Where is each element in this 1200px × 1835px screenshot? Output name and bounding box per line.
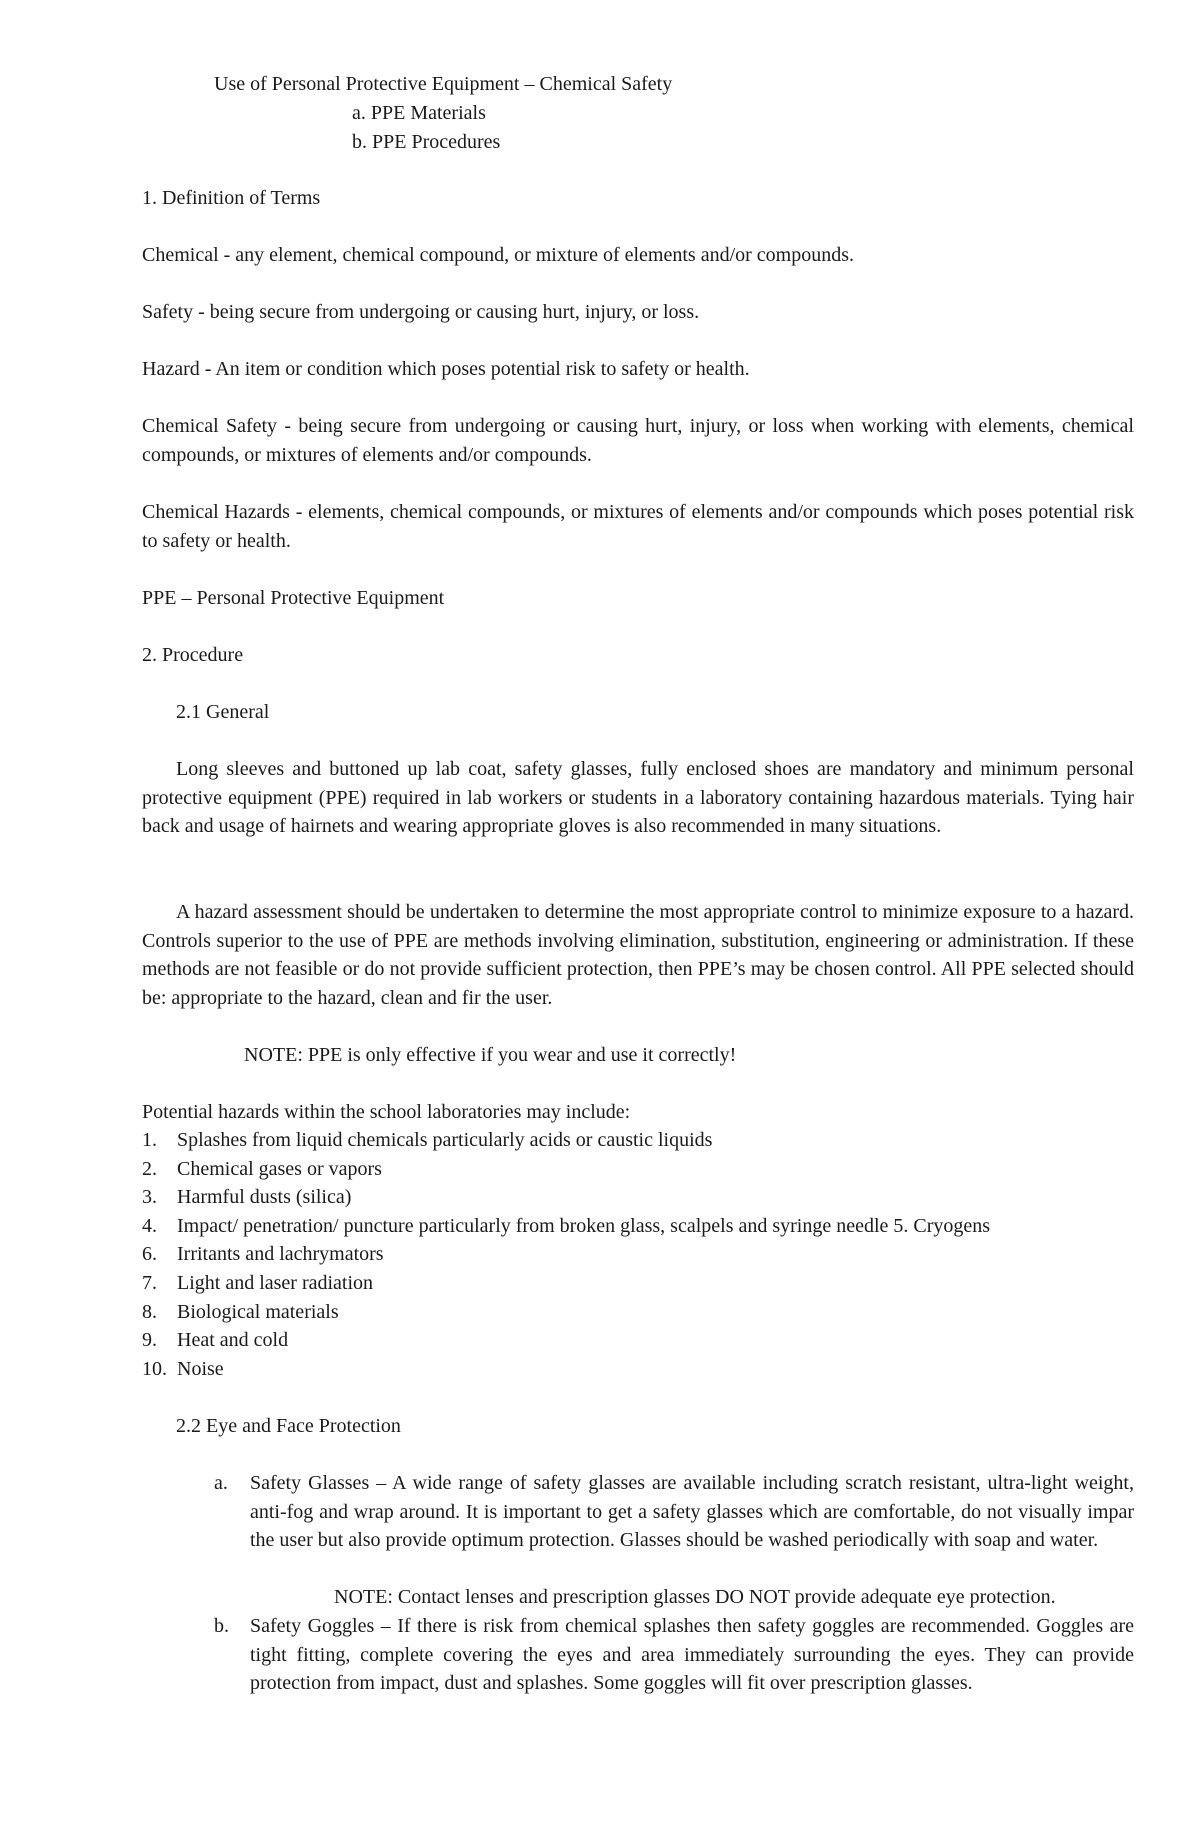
list-number: 4.: [142, 1214, 157, 1237]
list-text: Splashes from liquid chemicals particularly acids or caustic liquids: [177, 1129, 713, 1151]
list-number: 2.: [142, 1157, 157, 1180]
section-heading-procedure: 2. Procedure: [142, 644, 244, 666]
list-marker: b.: [214, 1615, 229, 1637]
list-text: Heat and cold: [177, 1329, 289, 1352]
list-item: [142, 1212, 990, 1241]
subsection-heading-eye-face: 2.2 Eye and Face Protection: [176, 1415, 401, 1437]
list-item: [142, 1126, 990, 1155]
list-number: 6.: [142, 1243, 157, 1266]
list-text: Harmful dusts (silica): [177, 1186, 352, 1209]
document-title: Use of Personal Protective Equipment – Chemical Safety: [214, 73, 673, 95]
list-number: 3.: [142, 1186, 157, 1209]
list-text: Noise: [177, 1357, 224, 1380]
definition-safety: Safety - being secure from undergoing or causing hurt, injury, or loss.: [142, 301, 700, 323]
definition-chemical-hazards: Chemical Hazards - elements, chemical compounds, or mixtures of elements and/or compounds which poses potential risk to safety or health.: [142, 501, 1134, 552]
list-item: [142, 1269, 990, 1298]
list-item: [142, 1355, 990, 1384]
definition-hazard: Hazard - An item or condition which poses potential risk to safety or health.: [142, 358, 750, 380]
contact-lenses-note: NOTE: Contact lenses and prescription glasses DO NOT provide adequate eye protection.: [334, 1586, 1056, 1608]
definition-ppe: PPE – Personal Protective Equipment: [142, 587, 445, 609]
safety-glasses-text: Safety Glasses – A wide range of safety glasses are available including scratch resistant, ultra-light weight, anti-fog and wrap around. It is important to get a safety glasses which are comfortable, do not visually impar the user but also provide optimum protection. Glasses should be washed periodically with soap and water.: [250, 1472, 1134, 1551]
list-text: Irritants and lachrymators: [177, 1243, 384, 1266]
list-item: [142, 1240, 990, 1269]
general-paragraph-2: A hazard assessment should be undertaken to determine the most appropriate control to minimize exposure to a hazard. Controls superior to the use of PPE are methods involving elimination, substitution, engineering or administration. If these methods are not feasible or do not provide sufficient protection, then PPE’s may be chosen control. All PPE selected should be: appropriate to the hazard, clean and fir the user.: [142, 901, 1134, 1009]
general-paragraph-1: Long sleeves and buttoned up lab coat, safety glasses, fully enclosed shoes are mandatory and minimum personal protective equipment (PPE) required in lab workers or students in a laboratory containing hazardous materials. Tying hair back and usage of hairnets and wearing appropriate gloves is also recommended in many situations.: [142, 758, 1134, 837]
list-number: 7.: [142, 1271, 157, 1294]
hazards-list: [142, 1126, 990, 1383]
list-item: [142, 1155, 990, 1184]
list-number: 8.: [142, 1300, 157, 1323]
list-item: [142, 1298, 990, 1327]
hazards-intro: Potential hazards within the school laboratories may include:: [142, 1101, 631, 1123]
ppe-effectiveness-note: NOTE: PPE is only effective if you wear and use it correctly!: [244, 1044, 737, 1066]
list-text: Impact/ penetration/ puncture particularly from broken glass, scalpels and syringe needle 5. Cryogens: [177, 1214, 991, 1237]
subsection-heading-general: 2.1 General: [176, 701, 270, 723]
safety-goggles-text: Safety Goggles – If there is risk from chemical splashes then safety goggles are recommended. Goggles are tight fitting, complete covering the eyes and area immediately surrounding the eyes. They can provide protection from impact, dust and splashes. Some goggles will fit over prescription glasses.: [250, 1615, 1134, 1694]
list-marker: a.: [214, 1472, 228, 1494]
list-number: 9.: [142, 1329, 157, 1352]
list-text: Light and laser radiation: [177, 1271, 374, 1294]
section-heading-definitions: 1. Definition of Terms: [142, 187, 321, 209]
subtitle-ppe-materials: a. PPE Materials: [352, 102, 486, 124]
list-number: 10.: [142, 1357, 167, 1380]
list-item: [142, 1326, 990, 1355]
definition-chemical: Chemical - any element, chemical compound, or mixture of elements and/or compounds.: [142, 244, 855, 266]
list-number: 1.: [142, 1129, 157, 1151]
list-item: [142, 1183, 990, 1212]
subtitle-ppe-procedures: b. PPE Procedures: [352, 131, 501, 153]
definition-chemical-safety: Chemical Safety - being secure from undergoing or causing hurt, injury, or loss when working with elements, chemical compounds, or mixtures of elements and/or compounds.: [142, 415, 1134, 466]
list-text: Chemical gases or vapors: [177, 1157, 382, 1180]
list-text: Biological materials: [177, 1300, 339, 1323]
